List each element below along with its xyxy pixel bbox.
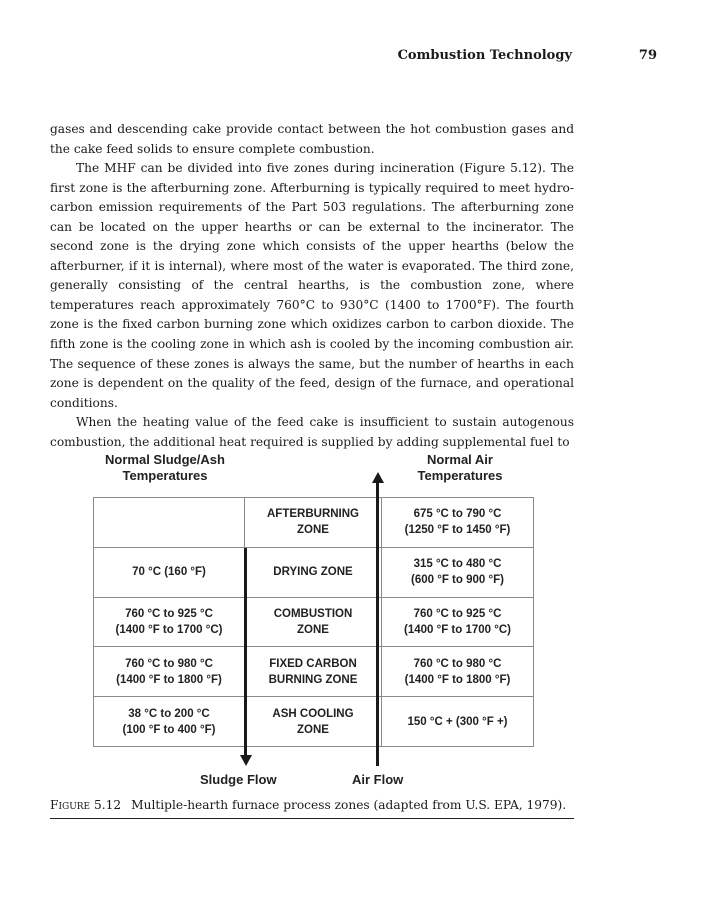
zone-name-cell: COMBUSTION ZONE [245, 597, 382, 647]
sludge-temperature-cell: 760 °C to 925 °C (1400 °F to 1700 °C) [94, 597, 245, 647]
page-number: 79 [638, 48, 657, 63]
air-temperature-cell: 675 °C to 790 °C (1250 °F to 1450 °F) [382, 498, 534, 548]
figure-caption-text: Multiple-hearth furnace process zones (adapted from U.S. EPA, 1979). [131, 798, 567, 812]
air-flow-line [376, 483, 379, 766]
air-temperature-cell: 760 °C to 925 °C (1400 °F to 1700 °C) [382, 597, 534, 647]
hearth-zone-table [93, 497, 534, 747]
air-temperature-cell: 315 °C to 480 °C (600 °F to 900 °F) [382, 547, 534, 597]
zone-name-cell: ASH COOLING ZONE [245, 697, 382, 747]
body-text [50, 120, 574, 452]
caption-rule [50, 818, 574, 819]
air-temperature-cell: 760 °C to 980 °C (1400 °F to 1800 °F) [382, 647, 534, 697]
table-row [94, 647, 534, 697]
sludge-flow-label: Sludge Flow [200, 772, 277, 787]
table-row [94, 597, 534, 647]
air-temperature-header: Normal Air Temperatures [417, 452, 503, 483]
sludge-flow-line [244, 548, 247, 755]
zone-name-cell: AFTERBURNING ZONE [245, 498, 382, 548]
figure-caption-label: Figure 5.12 [50, 798, 122, 812]
sludge-temperature-cell: 70 °C (160 °F) [94, 547, 245, 597]
table-row [94, 547, 534, 597]
paragraph-continuation: gases and descending cake provide contact between the hot combustion gases and the cake feed solids to ensure complete combustion. [50, 122, 574, 156]
sludge-flow-arrowhead-icon [240, 755, 252, 766]
table-row [94, 697, 534, 747]
table-row [94, 498, 534, 548]
zone-name-cell: FIXED CARBON BURNING ZONE [245, 647, 382, 697]
running-head [0, 48, 707, 68]
paragraph-mhf-zones: The MHF can be divided into five zones during incineration (Figure 5.12). The first zone is the afterburning zone. Afterburning is typically required to meet hydrocarbon emission requirements of the Part 503 regulations. The afterburning zone can be located on the upper hearths or can be external to the incinerator. The second zone is the drying zone which consists of the upper hearths (below the afterburner, if it is internal), where most of the water is evaporated. The third zone, generally consisting of the central hearths, is the combustion zone, where temperatures reach approximately 760°C to 930°C (1400 to 1700°F). The fourth zone is the fixed carbon burning zone which oxidizes carbon to carbon dioxide. The fifth zone is the cooling zone in which ash is cooled by the incoming combustion air. The sequence of these zones is always the same, but the number of hearths in each zone is dependent on the quality of the feed, design of the furnace, and operational conditions. [50, 161, 574, 410]
sludge-temperature-cell [94, 498, 245, 548]
sludge-temperature-cell: 38 °C to 200 °C (100 °F to 400 °F) [94, 697, 245, 747]
figure-5-12 [90, 452, 540, 792]
figure-caption [50, 798, 574, 812]
running-head-title: Combustion Technology [397, 48, 572, 63]
air-flow-arrowhead-icon [372, 472, 384, 483]
air-temperature-cell: 150 °C + (300 °F +) [382, 697, 534, 747]
air-flow-label: Air Flow [352, 772, 404, 787]
paragraph-supplemental-fuel: When the heating value of the feed cake is insufficient to sustain autogenous combustion, the additional heat required is supplied by adding supplemental fuel to [50, 415, 574, 449]
sludge-temperature-cell: 760 °C to 980 °C (1400 °F to 1800 °F) [94, 647, 245, 697]
zone-name-cell: DRYING ZONE [245, 547, 382, 597]
sludge-temperature-header: Normal Sludge/Ash Temperatures [105, 452, 225, 483]
